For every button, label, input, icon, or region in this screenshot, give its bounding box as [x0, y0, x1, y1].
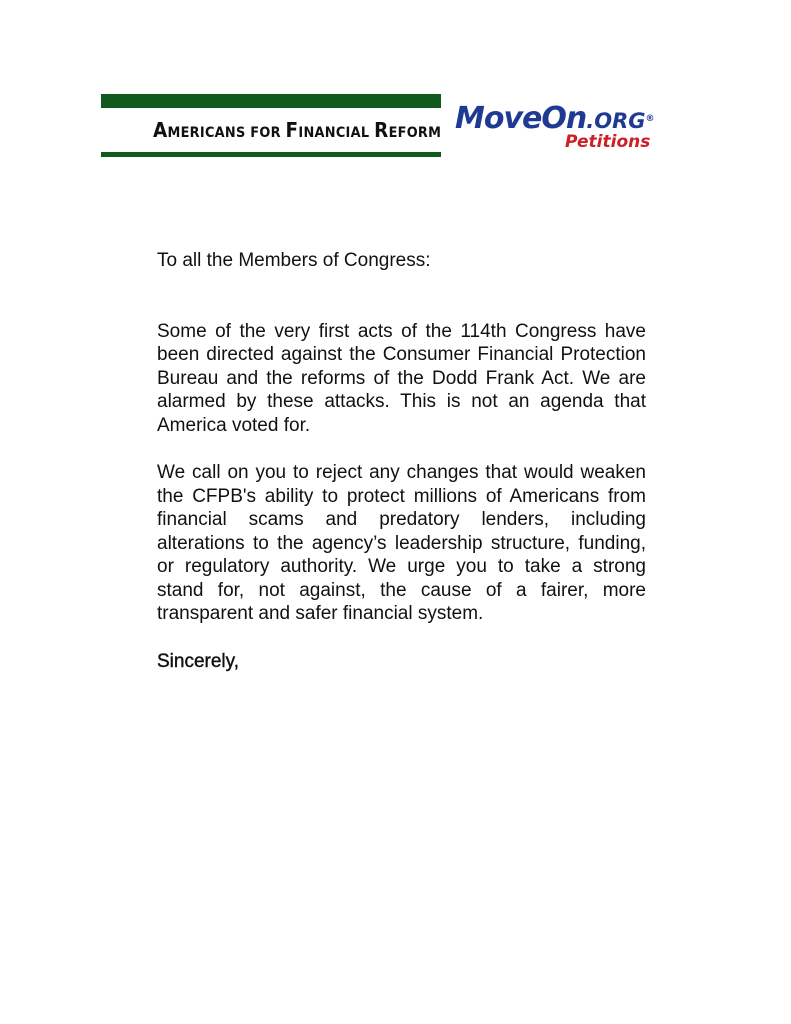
afr-logo — [101, 94, 441, 157]
moveon-logo-registered-mark: ® — [645, 114, 654, 124]
moveon-logo — [455, 101, 680, 156]
afr-logo-top-bar — [101, 94, 441, 108]
afr-logo-initial-r: R — [374, 118, 389, 142]
moveon-logo-petitions: Petitions — [565, 132, 651, 152]
letter-salutation: To all the Members of Congress: — [157, 250, 431, 271]
afr-logo-word-reform: EFORM — [388, 125, 442, 141]
moveon-logo-org: .ORG — [586, 109, 646, 133]
moveon-logo-word: MoveOn — [455, 101, 587, 136]
afr-logo-text — [153, 118, 441, 142]
afr-logo-initial-a: A — [153, 118, 168, 142]
letter-closing: Sincerely, — [157, 650, 240, 672]
afr-logo-word-financial: INANCIAL — [298, 125, 375, 141]
afr-logo-bottom-bar — [101, 152, 441, 157]
afr-logo-word-americans: MERICANS FOR — [167, 125, 286, 141]
afr-logo-initial-f: F — [285, 118, 299, 142]
letter-body — [157, 249, 646, 673]
letter-paragraph-2: We call on you to reject any changes that would weaken the CFPB's ability to protect millions of Americans from financial scams and predatory lenders, including alterations to the agency’s leadership structure, funding, or regulatory authority. We urge you to take a strong stand for, not against, the cause of a fairer, more transparent and safer financial system. — [157, 462, 646, 624]
letter-paragraph-1: Some of the very first acts of the 114th Congress have been directed against the Consumer Financial Protection Bureau and the reforms of the Dodd Frank Act. We are alarmed by these attacks. This is not an agenda that America voted for. — [157, 320, 646, 436]
